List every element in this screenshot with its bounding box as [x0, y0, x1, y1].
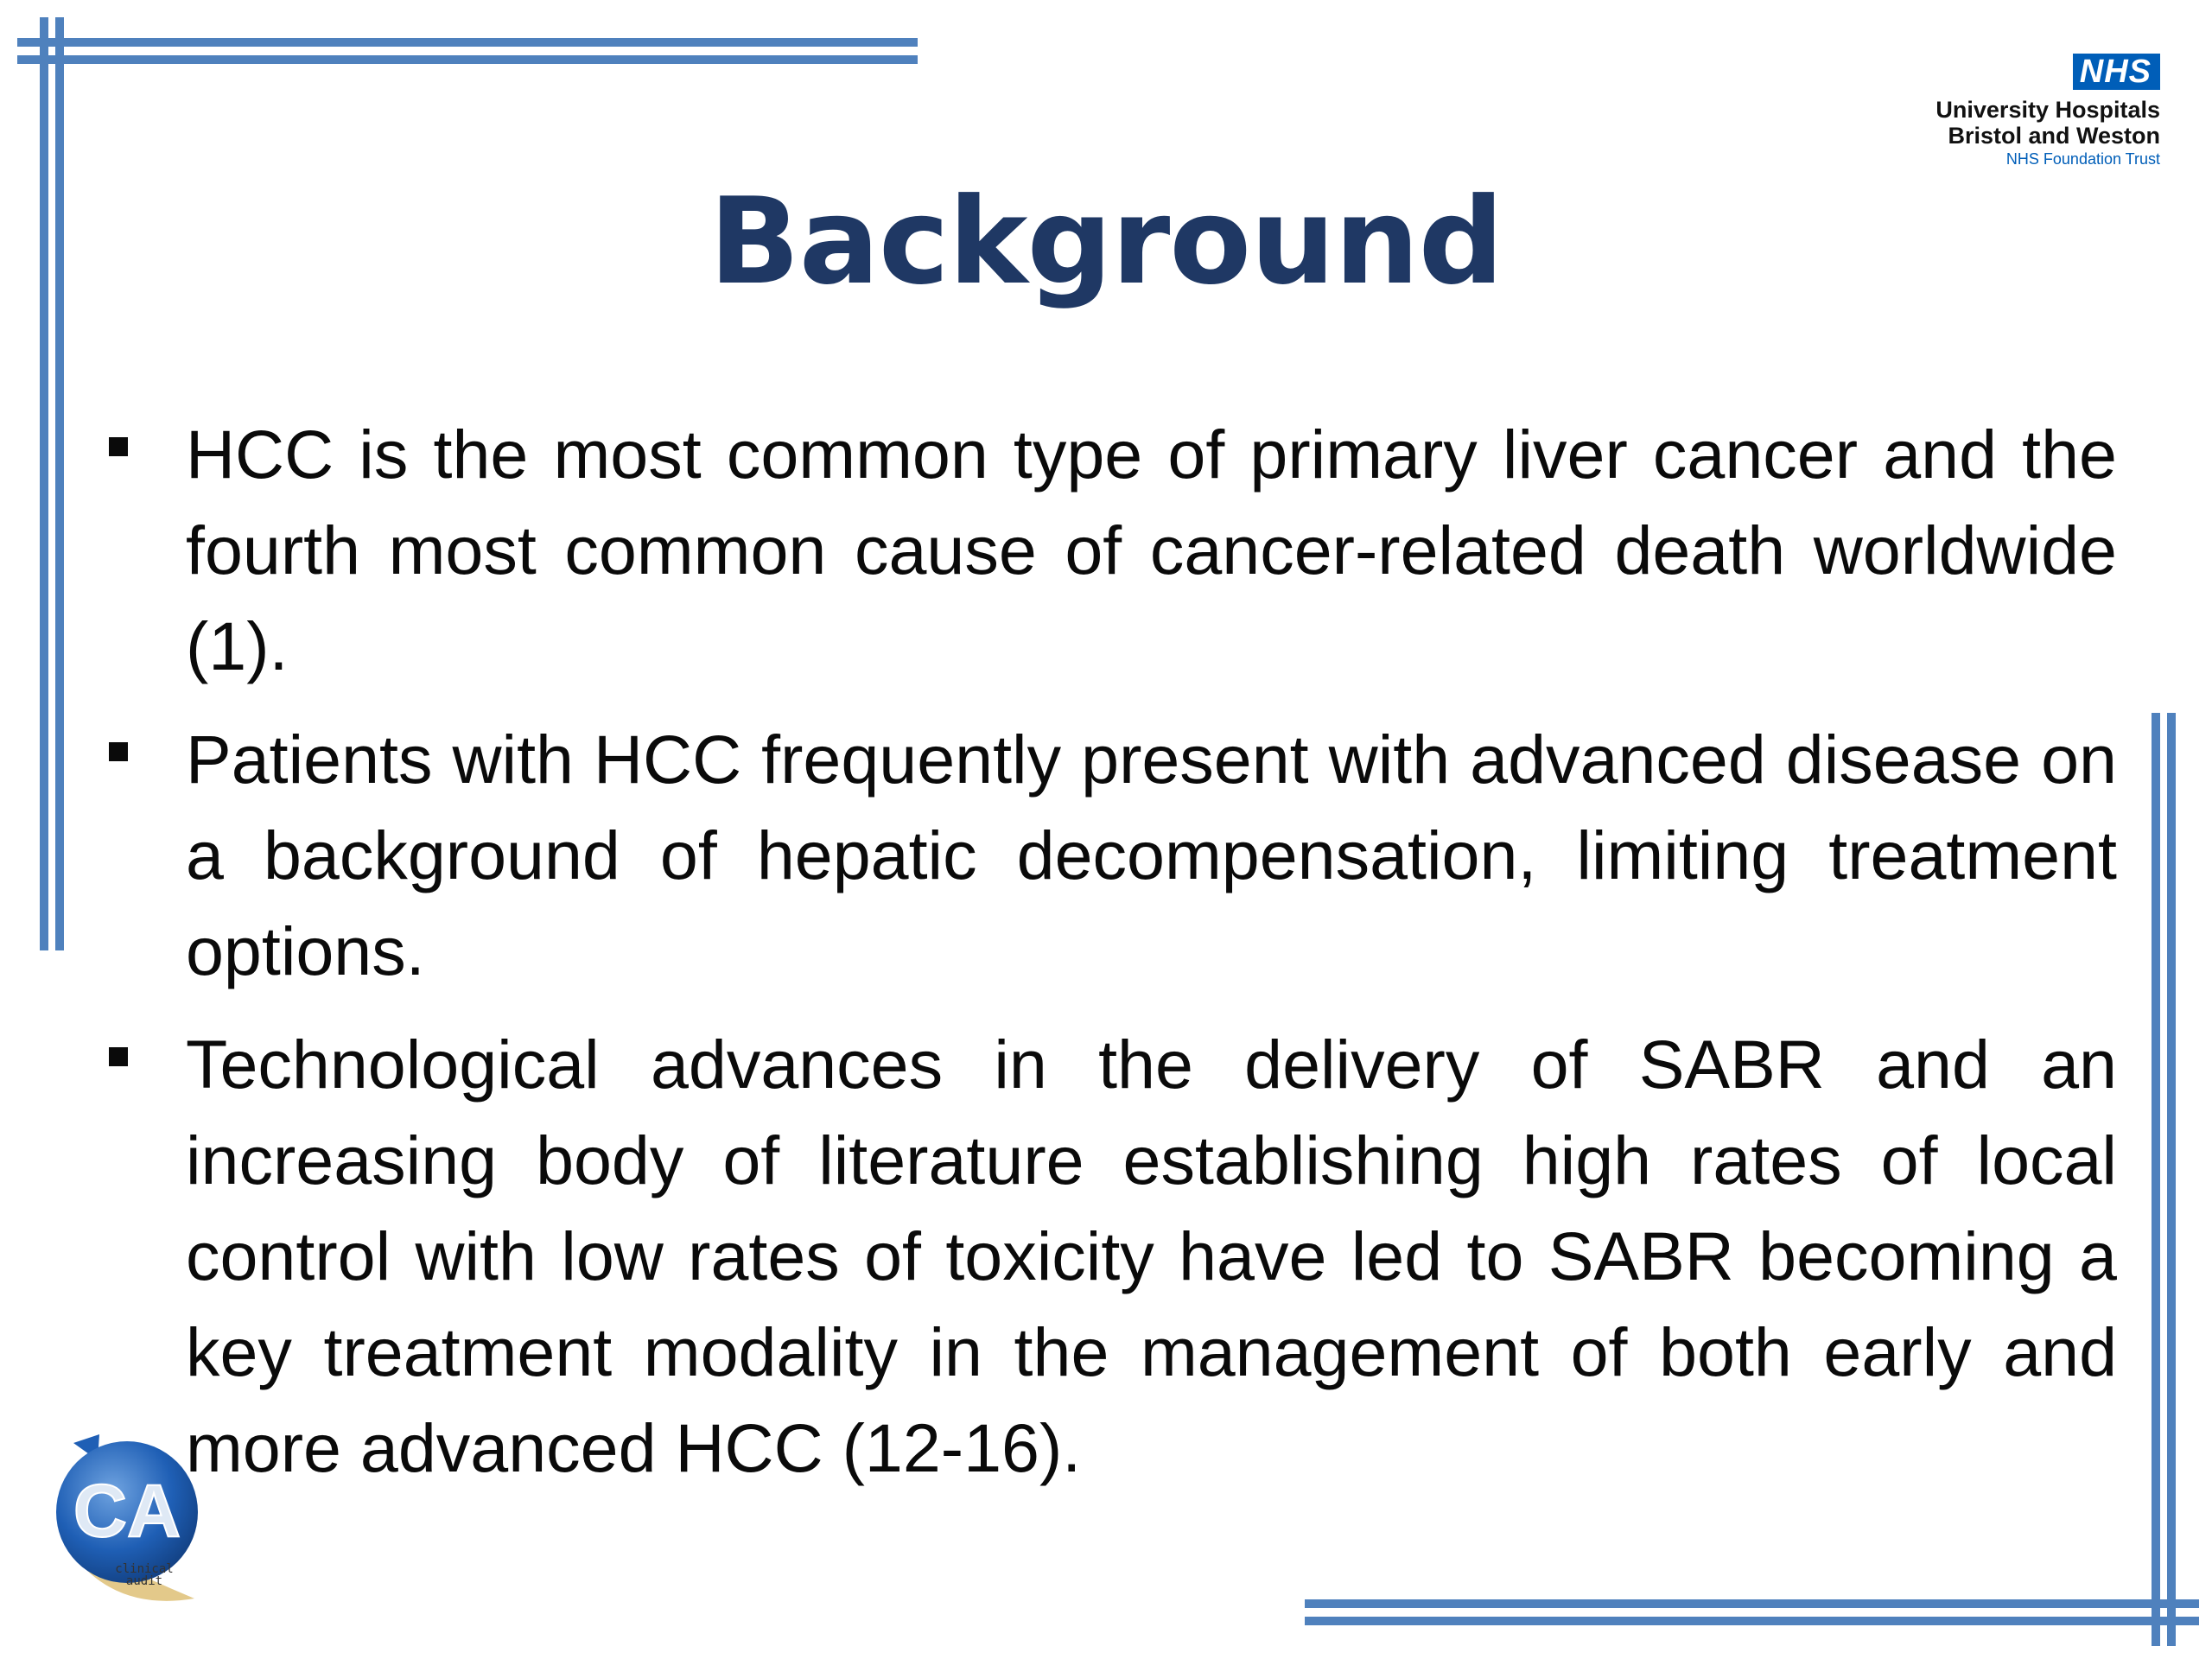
- bullet-list: [104, 406, 2117, 1513]
- slide-title: Background: [709, 172, 1503, 311]
- frame-left-bar-outer: [40, 17, 48, 950]
- clinical-audit-logo: [48, 1426, 212, 1611]
- bullet-item: [104, 406, 2117, 694]
- bullet-item: [104, 1016, 2117, 1496]
- ca-caption-line1: clinical: [115, 1562, 174, 1576]
- square-bullet-icon: [109, 742, 128, 761]
- bullet-text: Patients with HCC frequently present with advanced disease on a background of hepatic decompensation, limiting treatment options.: [186, 721, 2117, 989]
- bullet-text: HCC is the most common type of primary liver cancer and the fourth most common cause of cancer-related death worldwide (1).: [186, 416, 2117, 684]
- bullet-text: Technological advances in the delivery of SABR and an increasing body of literature establishing high rates of local control with low rates of toxicity have led to SABR becoming a key treatment modality in the management of both early and more advanced HCC (12-16).: [186, 1026, 2117, 1486]
- frame-bottom-bar-inner: [1305, 1617, 2199, 1625]
- frame-right-bar-outer: [2152, 713, 2160, 1646]
- frame-bottom-bar-outer: [1305, 1599, 2199, 1608]
- frame-top-bar-inner: [17, 55, 918, 64]
- frame-right-bar-inner: [2167, 713, 2176, 1646]
- square-bullet-icon: [109, 437, 128, 456]
- bullet-item: [104, 711, 2117, 999]
- ca-caption-line2: audit: [125, 1574, 163, 1588]
- frame-top-bar-outer: [17, 38, 918, 47]
- nhs-org-line2: Bristol and Weston: [1948, 123, 2160, 149]
- nhs-logo: [1936, 54, 2160, 168]
- nhs-badge: NHS: [2073, 54, 2160, 90]
- ca-letters: CA: [73, 1470, 181, 1553]
- nhs-trust-name: NHS Foundation Trust: [2005, 150, 2160, 168]
- square-bullet-icon: [109, 1047, 128, 1066]
- nhs-org-line1: University Hospitals: [1936, 97, 2160, 123]
- frame-left-bar-inner: [55, 17, 64, 950]
